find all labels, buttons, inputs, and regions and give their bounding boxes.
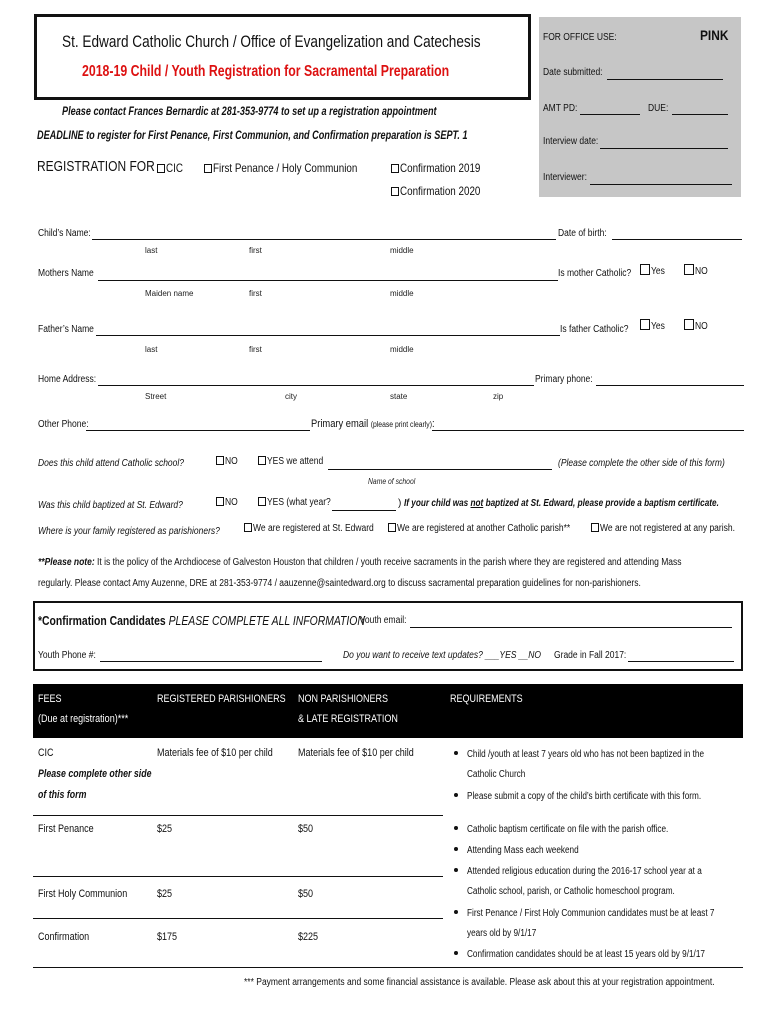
checkbox-mother-yes[interactable] — [640, 264, 650, 275]
childs-name-label: Child’s Name: — [38, 228, 91, 239]
checkbox-confirmation-2020[interactable] — [391, 187, 399, 196]
req-baptism-certificate: Catholic baptism certificate on file with the parish office. — [454, 824, 713, 835]
checkbox-father-no[interactable] — [684, 319, 694, 330]
sub-middle: middle — [390, 345, 414, 354]
youth-phone-label: Youth Phone #: — [38, 650, 96, 661]
complete-other-side-note: (Please complete the other side of this form) — [558, 458, 725, 469]
row-divider — [33, 918, 443, 919]
mothers-name-label: Mothers Name — [38, 268, 94, 279]
bullet-icon — [454, 847, 458, 851]
home-address-label: Home Address: — [38, 374, 97, 385]
sub-first: first — [249, 345, 262, 354]
baptism-certificate-note: If your child was not baptized at St. Edward, please provide a baptism certificate. — [404, 498, 719, 509]
sub-first: first — [249, 289, 262, 298]
interview-date-field[interactable] — [600, 138, 728, 149]
date-submitted-label: Date submitted: — [543, 67, 603, 78]
date-of-birth-label: Date of birth: — [558, 228, 607, 239]
father-catholic-yes[interactable]: Yes — [640, 319, 667, 332]
close-paren: ) — [398, 498, 402, 509]
row-first-penance-non: $50 — [298, 823, 314, 835]
title-box — [34, 14, 531, 100]
home-address-field[interactable] — [98, 375, 534, 386]
header-late-registration: & LATE REGISTRATION — [298, 713, 398, 725]
bullet-icon — [454, 751, 458, 755]
checkbox-mother-no[interactable] — [684, 264, 694, 275]
school-name-field[interactable] — [328, 459, 552, 470]
checkbox-baptized-yes[interactable] — [258, 497, 266, 506]
checkbox-father-yes[interactable] — [640, 319, 650, 330]
req-religious-education-cont: Catholic school, parish, or Catholic homeschool program. — [467, 886, 675, 897]
name-of-school-sub: Name of school — [368, 477, 416, 486]
other-phone-label: Other Phone: — [38, 419, 89, 430]
bullet-icon — [454, 793, 458, 797]
fathers-name-label: Father’s Name — [38, 324, 94, 335]
primary-phone-label: Primary phone: — [535, 374, 593, 385]
parish-question: Where is your family registered as parishioners? — [38, 526, 220, 537]
primary-email-label: Primary email (please print clearly): — [311, 418, 435, 430]
grade-field[interactable] — [628, 651, 734, 662]
baptized-question: Was this child baptized at St. Edward? — [38, 500, 183, 511]
row-divider — [33, 876, 443, 877]
date-submitted-field[interactable] — [607, 69, 723, 80]
baptized-yes-option[interactable]: YES (what year? — [258, 497, 342, 508]
text-updates-question: Do you want to receive text updates? ___YES __NO — [343, 650, 541, 661]
row-first-penance-name: First Penance — [38, 823, 94, 835]
checkbox-another-parish[interactable] — [388, 523, 396, 532]
option-cic[interactable]: CIC — [157, 161, 187, 175]
sub-street: Street — [145, 392, 167, 401]
sub-first: first — [249, 246, 262, 255]
row-confirmation-non: $225 — [298, 931, 319, 943]
policy-line-2: regularly. Please contact Amy Auzenne, DRE at 281-353-9774 / aauzenne@saintedward.org to discuss sacramental preparation guidelines for non-parishioners. — [38, 578, 641, 589]
other-phone-field[interactable] — [86, 420, 310, 431]
row-cic-note-1: Please complete other side — [38, 768, 152, 780]
row-confirmation-name: Confirmation — [38, 931, 90, 943]
footer-note: *** Payment arrangements and some financial assistance is available. Please ask about this at your registration appointment. — [244, 977, 715, 988]
req-attending-mass: Attending Mass each weekend — [454, 845, 603, 856]
interviewer-label: Interviewer: — [543, 172, 587, 183]
deadline-line: DEADLINE to register for First Penance, First Communion, and Confirmation preparation is SEPT. 1 — [37, 128, 468, 142]
parish-option-none[interactable]: We are not registered at any parish. — [591, 523, 759, 534]
checkbox-no-parish[interactable] — [591, 523, 599, 532]
header-fees: FEES — [38, 693, 62, 705]
sub-zip: zip — [493, 392, 504, 401]
row-first-communion-registered: $25 — [157, 888, 173, 900]
mothers-name-field[interactable] — [98, 270, 558, 281]
checkbox-st-edward[interactable] — [244, 523, 252, 532]
primary-email-field[interactable] — [432, 420, 744, 431]
school-no-option[interactable]: NO — [216, 456, 240, 467]
catholic-school-question: Does this child attend Catholic school? — [38, 458, 185, 469]
parish-option-another[interactable]: We are registered at another Catholic parish** — [388, 523, 601, 534]
father-catholic-no[interactable]: NO — [684, 319, 710, 332]
mother-catholic-no[interactable]: NO — [684, 264, 710, 277]
church-title: St. Edward Catholic Church / Office of Evangelization and Catechesis — [62, 32, 481, 51]
baptism-year-field[interactable] — [332, 500, 396, 511]
youth-email-label: Youth email: — [360, 615, 407, 626]
checkbox-school-yes[interactable] — [258, 456, 266, 465]
header-registered: REGISTERED PARISHIONERS — [157, 693, 286, 705]
contact-line: Please contact Frances Bernardic at 281-353-9774 to set up a registration appointment — [62, 104, 437, 118]
header-requirements: REQUIREMENTS — [450, 693, 523, 705]
registration-for-label: REGISTRATION FOR — [37, 158, 155, 175]
row-cic-name: CIC — [38, 747, 54, 759]
bullet-icon — [454, 826, 458, 830]
amt-pd-label: AMT PD: — [543, 103, 578, 114]
option-confirmation-2020[interactable]: Confirmation 2020 — [391, 184, 498, 198]
amt-pd-field[interactable] — [580, 104, 640, 115]
grade-label: Grade in Fall 2017: — [554, 650, 627, 661]
sub-maiden-name: Maiden name — [145, 289, 194, 298]
row-cic-registered: Materials fee of $10 per child — [157, 747, 273, 759]
policy-line-1: **Please note: It is the policy of the Archdiocese of Galveston Houston that children / youth receive sacraments in the parish where they are registered and attending Mass — [38, 557, 682, 568]
req-cic-1: Child /youth at least 7 years old who has not been baptized in the — [454, 749, 756, 760]
primary-phone-field[interactable] — [596, 375, 744, 386]
bullet-icon — [454, 868, 458, 872]
row-first-communion-name: First Holy Communion — [38, 888, 128, 900]
youth-phone-field[interactable] — [100, 651, 322, 662]
row-cic-note-2: of this form — [38, 789, 87, 801]
option-confirmation-2019[interactable]: Confirmation 2019 — [391, 161, 498, 175]
req-religious-education: Attended religious education during the 2016-17 school year at a — [454, 866, 753, 877]
table-bottom-border — [33, 967, 743, 968]
checkbox-school-no[interactable] — [216, 456, 224, 465]
req-cic-1-cont: Catholic Church — [467, 769, 526, 780]
row-cic-non: Materials fee of $10 per child — [298, 747, 414, 759]
header-fees-sub: (Due at registration)*** — [38, 713, 129, 725]
sub-middle: middle — [390, 289, 414, 298]
mother-catholic-question: Is mother Catholic? — [558, 268, 632, 279]
interview-date-label: Interview date: — [543, 136, 599, 147]
mother-catholic-yes[interactable]: Yes — [640, 264, 667, 277]
row-first-communion-non: $50 — [298, 888, 314, 900]
checkbox-first-penance[interactable] — [204, 164, 212, 173]
childs-name-field[interactable] — [92, 229, 556, 240]
due-label: DUE: — [648, 103, 669, 114]
father-catholic-question: Is father Catholic? — [560, 324, 629, 335]
row-confirmation-registered: $175 — [157, 931, 178, 943]
parish-option-st-edward[interactable]: We are registered at St. Edward — [244, 523, 395, 534]
checkbox-confirmation-2019[interactable] — [391, 164, 399, 173]
req-first-communion-age-cont: years old by 9/1/17 — [467, 928, 537, 939]
date-of-birth-field[interactable] — [612, 229, 742, 240]
checkbox-baptized-no[interactable] — [216, 497, 224, 506]
form-title: 2018-19 Child / Youth Registration for Sacramental Preparation — [82, 63, 450, 80]
baptized-no-option[interactable]: NO — [216, 497, 240, 508]
sub-city: city — [285, 392, 297, 401]
checkbox-cic[interactable] — [157, 164, 165, 173]
sub-last: last — [145, 345, 158, 354]
req-first-communion-age: First Penance / First Holy Communion candidates must be at least 7 — [454, 908, 769, 919]
due-field[interactable] — [672, 104, 728, 115]
sub-last: last — [145, 246, 158, 255]
row-divider — [33, 815, 443, 816]
fathers-name-field[interactable] — [96, 325, 560, 336]
bullet-icon — [454, 910, 458, 914]
youth-email-field[interactable] — [410, 617, 732, 628]
row-first-penance-registered: $25 — [157, 823, 173, 835]
school-yes-option[interactable]: YES we attend — [258, 456, 333, 467]
confirmation-heading: *Confirmation Candidates PLEASE COMPLETE ALL INFORMATION — [38, 613, 365, 628]
bullet-icon — [454, 951, 458, 955]
sub-state: state — [390, 392, 408, 401]
office-use-label: FOR OFFICE USE: — [543, 32, 617, 43]
header-non-parishioners: NON PARISHIONERS — [298, 693, 389, 705]
color-tag: PINK — [700, 27, 729, 43]
option-first-penance[interactable]: First Penance / Holy Communion — [204, 161, 389, 175]
req-confirmation-age: Confirmation candidates should be at least 15 years old by 9/1/17 — [454, 949, 757, 960]
interviewer-field[interactable] — [590, 174, 732, 185]
req-cic-2: Please submit a copy of the child’s birth certificate with this form. — [454, 791, 753, 802]
sub-middle: middle — [390, 246, 414, 255]
